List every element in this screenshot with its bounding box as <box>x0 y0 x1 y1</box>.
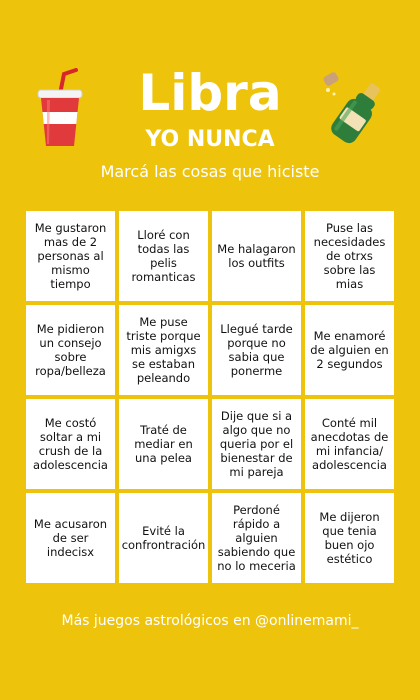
page-subtitle: YO NUNCA <box>145 127 275 152</box>
footer-text: Más juegos astrológicos en @onlinemami_ <box>61 613 359 629</box>
bingo-grid <box>26 211 394 583</box>
bingo-cell[interactable]: Puse las necesidades de otrxs sobre las mias <box>305 211 394 301</box>
bingo-cell[interactable]: Perdoné rápido a alguien sabiendo que no lo meceria <box>212 493 301 583</box>
bingo-cell[interactable]: Me costó soltar a mi crush de la adolescencia <box>26 399 115 489</box>
bingo-cell[interactable]: Me gustaron mas de 2 personas al mismo tiempo <box>26 211 115 301</box>
bingo-cell[interactable]: Me acusaron de ser indecisx <box>26 493 115 583</box>
bingo-cell[interactable]: Me halagaron los outfits <box>212 211 301 301</box>
bingo-cell[interactable]: Lloré con todas las pelis romanticas <box>119 211 208 301</box>
instruction-text: Marcá las cosas que hiciste <box>100 162 320 181</box>
bingo-cell[interactable]: Me dijeron que tenia buen ojo estético <box>305 493 394 583</box>
bingo-cell[interactable]: Conté mil anecdotas de mi infancia/ adolescencia <box>305 399 394 489</box>
bingo-cell[interactable]: Me puse triste porque mis amigxs se estaban peleando <box>119 305 208 395</box>
page-title: Libra <box>138 64 282 122</box>
bingo-cell[interactable]: Llegué tarde porque no sabia que ponerme <box>212 305 301 395</box>
bingo-cell[interactable]: Me pidieron un consejo sobre ropa/belleza <box>26 305 115 395</box>
bingo-cell[interactable]: Evité la confrontración <box>119 493 208 583</box>
bingo-cell[interactable]: Me enamoré de alguien en 2 segundos <box>305 305 394 395</box>
bingo-cell[interactable]: Traté de mediar en una pelea <box>119 399 208 489</box>
bingo-cell[interactable]: Dije que si a algo que no queria por el bienestar de mi pareja <box>212 399 301 489</box>
